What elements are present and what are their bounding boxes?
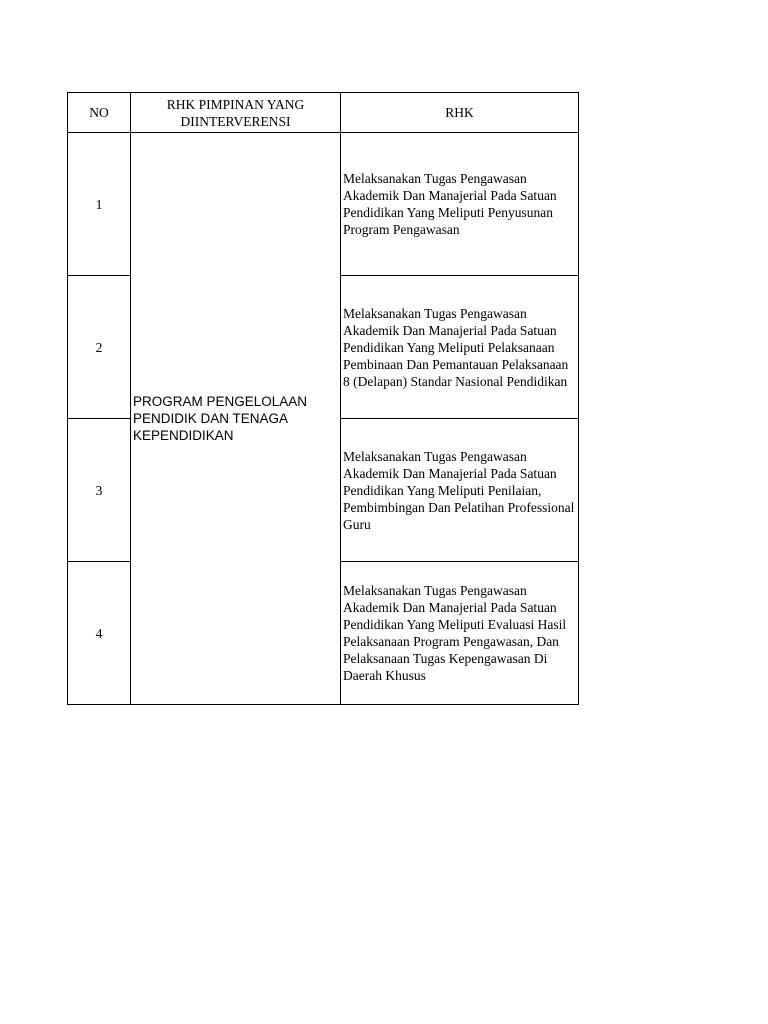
table-row [68, 133, 579, 276]
program-cell: PROGRAM PENGELOLAAN PENDIDIK DAN TENAGA KEPENDIDIKAN [131, 133, 341, 705]
rhk-cell: Melaksanakan Tugas Pengawasan Akademik Dan Manajerial Pada Satuan Pendidikan Yang Meliputi Penilaian, Pembimbingan Dan Pelatihan Professional Guru [341, 419, 579, 562]
header-rhk: RHK [341, 93, 579, 133]
row-number: 4 [68, 562, 131, 705]
rhk-table [67, 92, 579, 705]
table-header [68, 93, 579, 133]
rhk-cell: Melaksanakan Tugas Pengawasan Akademik Dan Manajerial Pada Satuan Pendidikan Yang Meliputi Pelaksanaan Pembinaan Dan Pemantauan Pelaksanaan 8 (Delapan) Standar Nasional Pendidikan [341, 276, 579, 419]
header-no: NO [68, 93, 131, 133]
row-number: 3 [68, 419, 131, 562]
header-row [68, 93, 579, 133]
table-body [68, 133, 579, 705]
rhk-cell: Melaksanakan Tugas Pengawasan Akademik Dan Manajerial Pada Satuan Pendidikan Yang Meliputi Penyusunan Program Pengawasan [341, 133, 579, 276]
rhk-cell: Melaksanakan Tugas Pengawasan Akademik Dan Manajerial Pada Satuan Pendidikan Yang Meliputi Evaluasi Hasil Pelaksanaan Program Pengawasan, Dan Pelaksanaan Tugas Kepengawasan Di Daerah Khusus [341, 562, 579, 705]
header-rhk-pimpinan: RHK PIMPINAN YANG DIINTERVERENSI [131, 93, 341, 133]
row-number: 1 [68, 133, 131, 276]
row-number: 2 [68, 276, 131, 419]
